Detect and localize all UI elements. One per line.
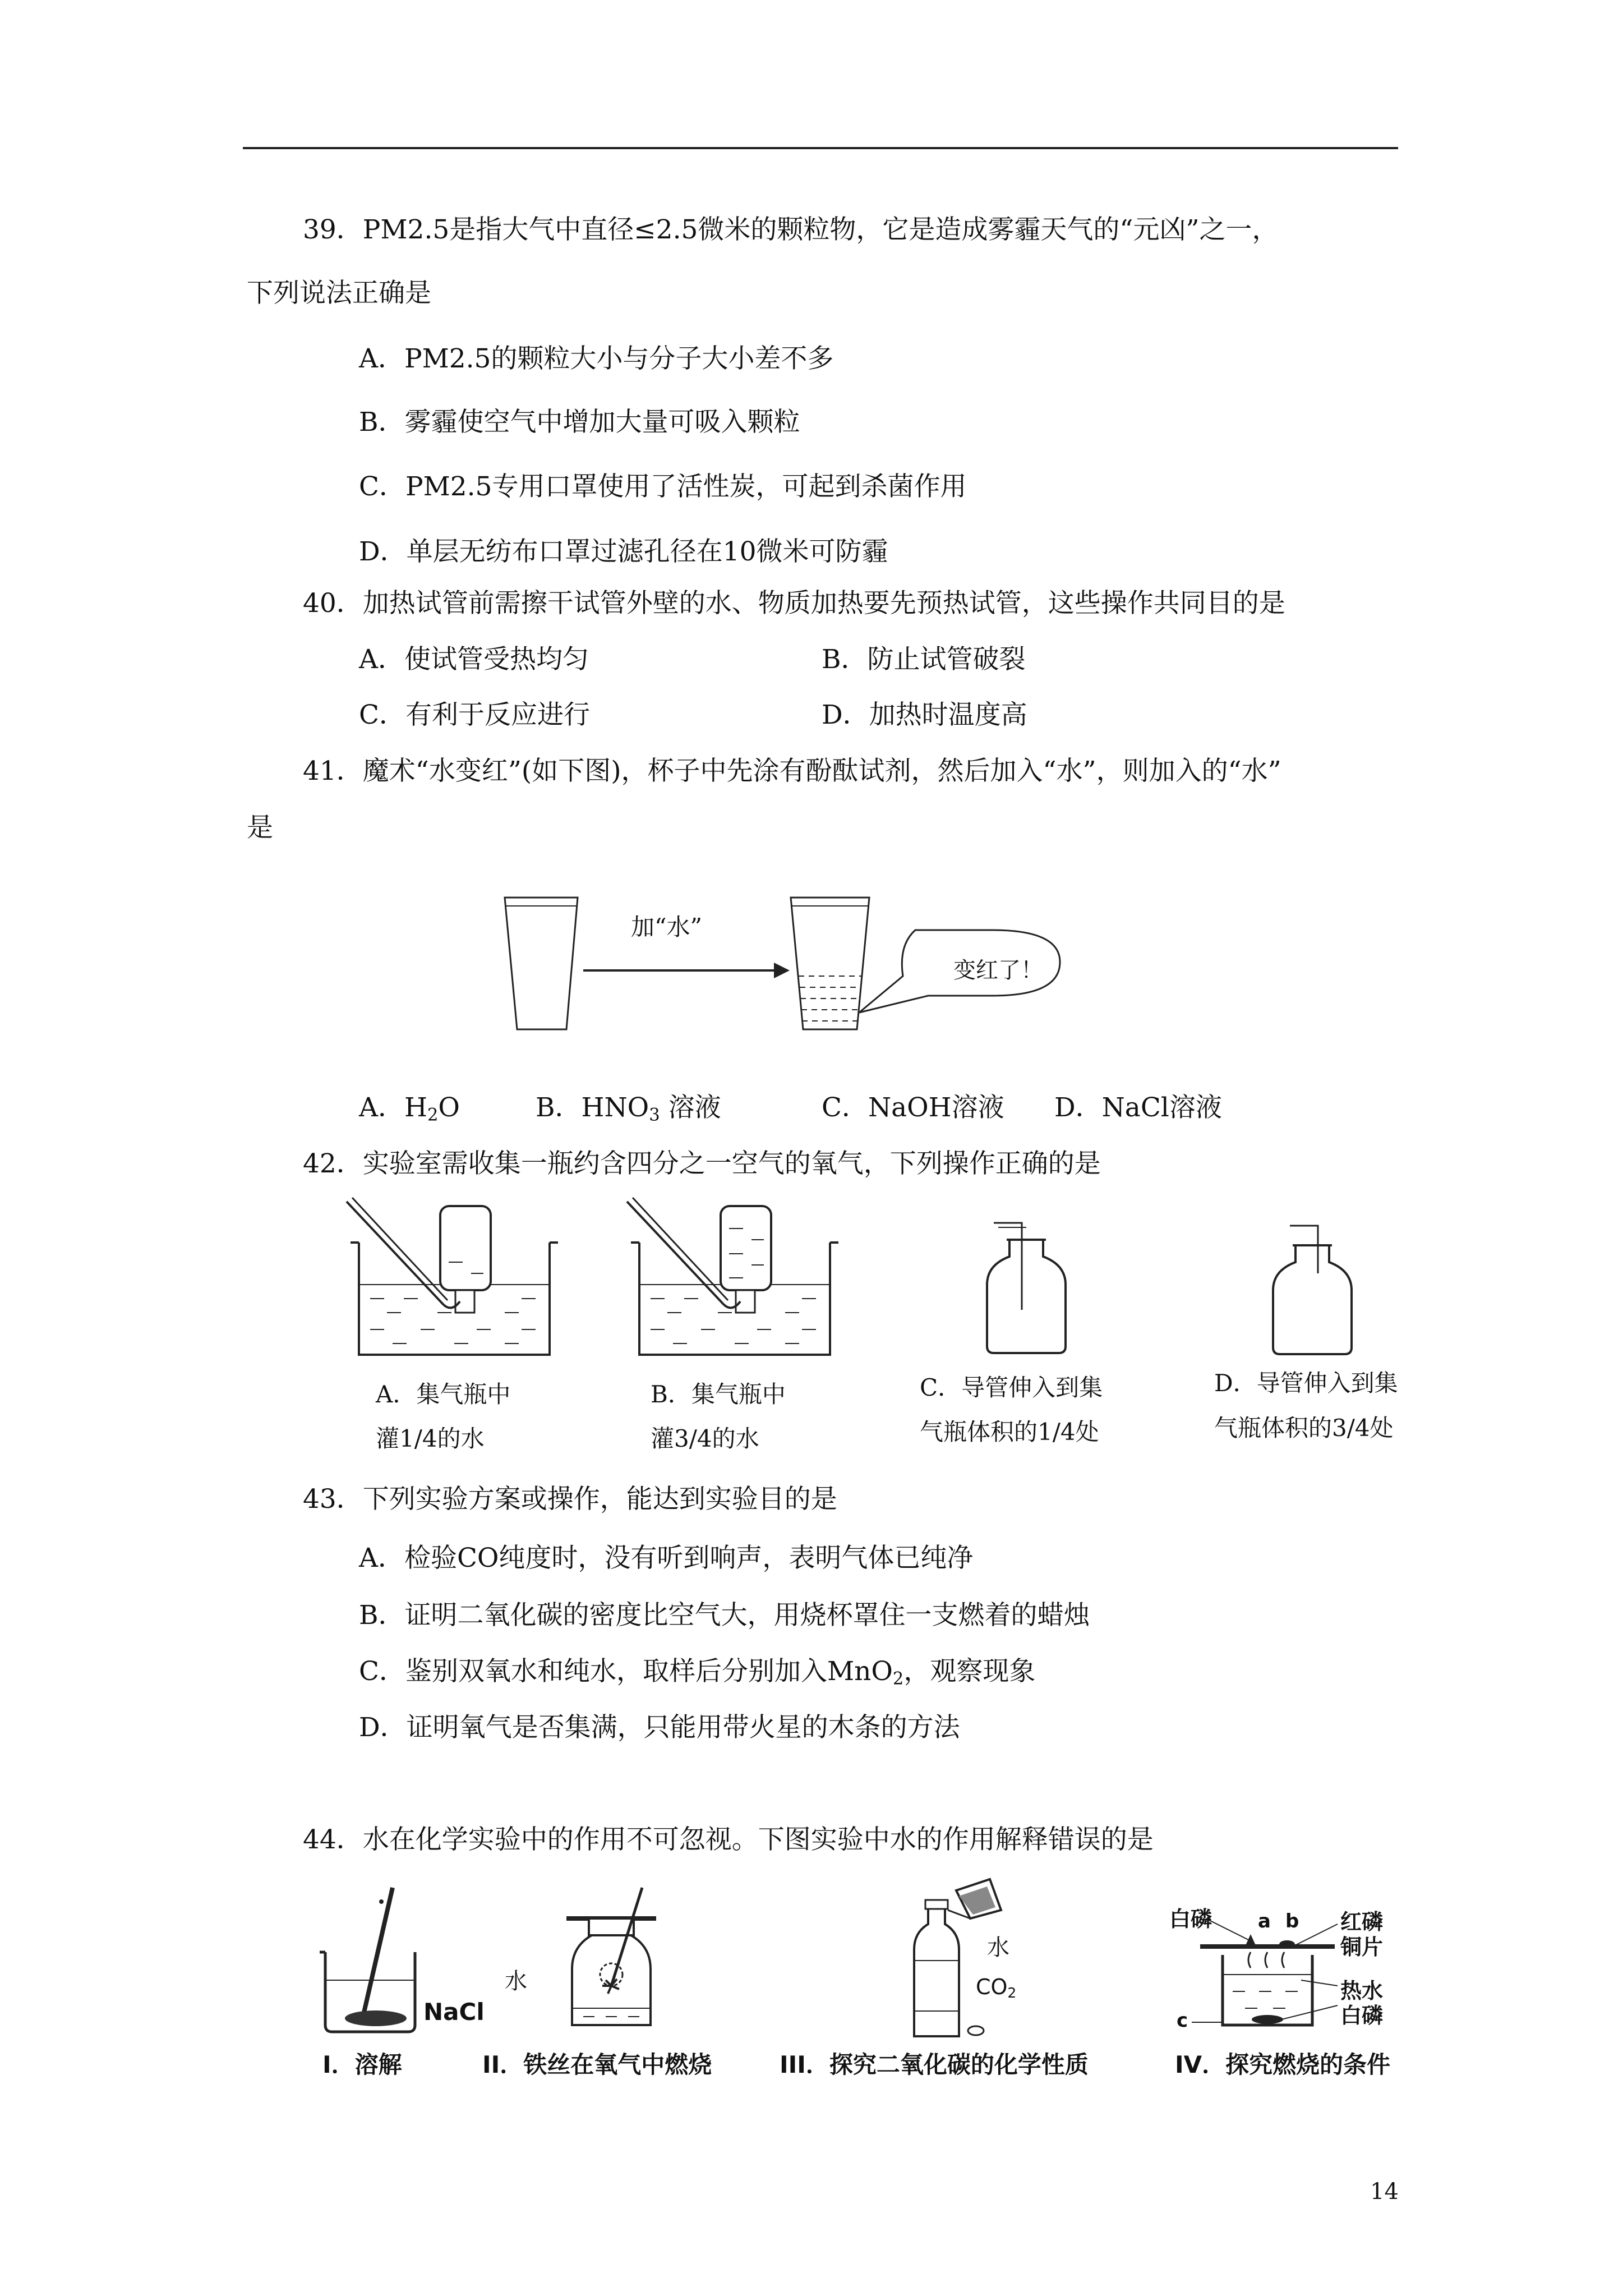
q44-label-white-p2: 白磷 — [1340, 2003, 1384, 2028]
q42-caption-b1: B．集气瓶中 — [651, 1381, 786, 1408]
q43-option-b: B．证明二氧化碳的密度比空气大，用烧杯罩住一支燃着的蜡烛 — [359, 1600, 1090, 1631]
q41-stem-line2: 是 — [247, 812, 273, 843]
q44-label-hot-water: 热水 — [1340, 1978, 1384, 2003]
q44-label-c: c — [1177, 2009, 1188, 2032]
q42-caption-a1: A．集气瓶中 — [376, 1381, 511, 1408]
q39-stem-line2: 下列说法正确是 — [247, 278, 431, 309]
q41-arrow-label: 加“水” — [631, 913, 702, 941]
q44-figure-i — [314, 1885, 437, 2036]
q41-stem-line1: 41．魔术“水变红”(如下图)，杯子中先涂有酚酞试剂，然后加入“水”，则加入的“水” — [303, 756, 1281, 786]
q42-figure-a — [336, 1195, 572, 1363]
q42-caption-d1: D．导管伸入到集 — [1214, 1369, 1398, 1397]
q41-option-a-prefix: A．H — [359, 1092, 427, 1123]
q42-figure-d — [1262, 1217, 1363, 1358]
page-number: 14 — [1370, 2179, 1399, 2205]
q42-figure-b — [617, 1195, 852, 1363]
red-cup — [791, 898, 869, 1029]
q44-figure-ii — [527, 1885, 684, 2036]
q39-option-c: C．PM2.5专用口罩使用了活性炭，可起到杀菌作用 — [359, 471, 967, 502]
q44-label-b: b — [1285, 1910, 1299, 1932]
q41-option-d: D．NaCl溶液 — [1054, 1092, 1222, 1123]
q40-option-b: B．防止试管破裂 — [822, 644, 1026, 675]
q44-figure-iii — [892, 1876, 1032, 2045]
add-water-arrow — [583, 963, 790, 978]
q43-stem: 43．下列实验方案或操作，能达到实验目的是 — [303, 1484, 837, 1515]
q42-caption-d2: 气瓶体积的3/4处 — [1214, 1414, 1394, 1442]
q41-bubble-text: 变红了！ — [953, 958, 1043, 983]
q44-label-water: 水 — [505, 1968, 527, 1994]
q43-option-a: A．检验CO纯度时，没有听到响声，表明气体已纯净 — [359, 1543, 974, 1573]
q41-option-b-suffix: 溶液 — [660, 1092, 721, 1123]
q44-label-red-p: 红磷 — [1340, 1910, 1384, 1934]
q44-label-a: a — [1258, 1910, 1271, 1932]
q44-caption-ii: II．铁丝在氧气中燃烧 — [482, 2051, 712, 2078]
q41-option-b-sub: 3 — [649, 1105, 660, 1125]
q41-option-c: C．NaOH溶液 — [822, 1092, 1004, 1123]
q39-stem-line1: 39．PM2.5是指大气中直径≤2.5微米的颗粒物，它是造成雾霾天气的“元凶”之一， — [303, 214, 1279, 245]
q40-option-c: C．有利于反应进行 — [359, 700, 590, 730]
q40-stem: 40．加热试管前需擦干试管外壁的水、物质加热要先预热试管，这些操作共同目的是 — [303, 588, 1285, 619]
q44-caption-iv: IV．探究燃烧的条件 — [1175, 2051, 1391, 2078]
q39-option-a: A．PM2.5的颗粒大小与分子大小差不多 — [359, 343, 834, 374]
q42-caption-c2: 气瓶体积的1/4处 — [920, 1418, 1099, 1446]
header-rule — [243, 147, 1398, 149]
q44-label-co2-sub: 2 — [1007, 1985, 1017, 2001]
q41-option-a-sub: 2 — [427, 1105, 439, 1125]
q43-option-c — [359, 1655, 1035, 1688]
q42-figure-c — [976, 1212, 1077, 1358]
q43-option-c-prefix: C．鉴别双氧水和纯水，取样后分别加入MnO — [359, 1656, 893, 1687]
q41-option-b — [536, 1091, 721, 1125]
q44-caption-iii: III．探究二氧化碳的化学性质 — [780, 2051, 1089, 2078]
q42-caption-a2: 灌1/4的水 — [376, 1425, 485, 1452]
q43-option-d: D．证明氧气是否集满，只能用带火星的木条的方法 — [359, 1712, 960, 1743]
q41-option-b-prefix: B．HNO — [536, 1092, 649, 1123]
q44-label-co2-prefix: CO — [976, 1975, 1008, 1999]
q44-label-white-p: 白磷 — [1169, 1907, 1212, 1931]
q43-option-c-suffix: ，观察现象 — [903, 1656, 1036, 1687]
q44-label-copper: 铜片 — [1340, 1935, 1384, 1959]
q44-label-water2: 水 — [987, 1935, 1009, 1961]
q39-option-b: B．雾霾使空气中增加大量可吸入颗粒 — [359, 407, 800, 438]
q44-stem: 44．水在化学实验中的作用不可忽视。下图实验中水的作用解释错误的是 — [303, 1824, 1154, 1855]
q44-label-nacl: NaCl — [423, 1998, 485, 2026]
q42-caption-b2: 灌3/4的水 — [651, 1425, 759, 1452]
q39-option-d: D．单层无纺布口罩过滤孔径在10微米可防霾 — [359, 536, 888, 567]
empty-cup — [505, 898, 578, 1029]
q44-label-co2 — [976, 1975, 1016, 1999]
q40-option-d: D．加热时温度高 — [822, 700, 1027, 730]
q43-option-c-sub: 2 — [892, 1669, 904, 1689]
q41-option-a — [359, 1091, 460, 1125]
q40-option-a: A．使试管受热均匀 — [359, 644, 589, 675]
q42-stem: 42．实验室需收集一瓶约含四分之一空气的氧气，下列操作正确的是 — [303, 1148, 1101, 1179]
q42-caption-c1: C．导管伸入到集 — [920, 1374, 1103, 1401]
q41-option-a-suffix: O — [438, 1092, 460, 1123]
q44-caption-i: I．溶解 — [322, 2051, 402, 2078]
